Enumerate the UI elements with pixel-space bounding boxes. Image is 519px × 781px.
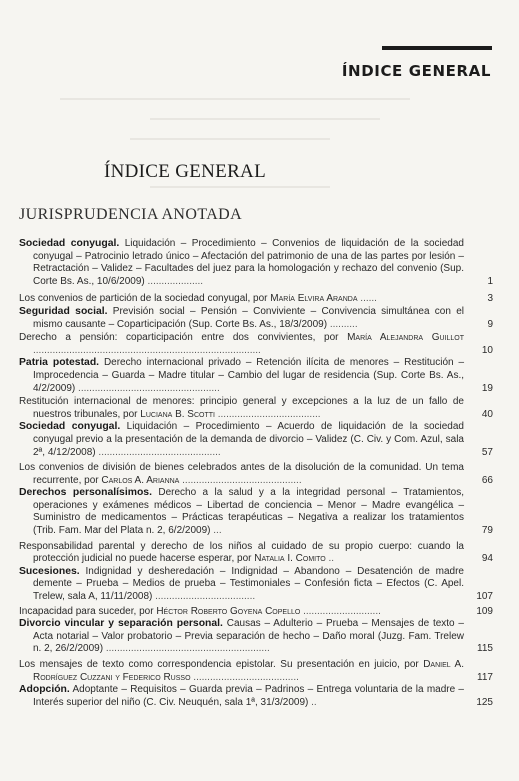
- bleed-through-line: [150, 186, 330, 188]
- leader-dots: ...: [210, 525, 222, 537]
- leader-dots: ......................................: [190, 671, 299, 683]
- entry-text: [19, 357, 467, 395]
- entry-keyword: Derechos personalísimos.: [19, 487, 152, 499]
- toc-entry: [19, 618, 493, 656]
- leader-dots: ..: [308, 696, 317, 708]
- page-number: 40: [481, 408, 493, 420]
- running-title: ÍNDICE GENERAL: [341, 62, 491, 80]
- entry-text: [19, 396, 467, 421]
- entry-keyword: Seguridad social.: [19, 305, 108, 317]
- leader-dots: ............................: [300, 605, 381, 617]
- toc-commentary-entry: [19, 541, 493, 566]
- entry-text: [19, 238, 467, 288]
- entry-description: Los mensajes de texto como correspondencia epistolar. Su presentación en juicio, por: [19, 659, 424, 670]
- entry-text: [19, 487, 467, 537]
- entry-author: María Elvira Aranda: [270, 293, 358, 305]
- entry-text: [19, 541, 467, 566]
- toc-commentary-entry: [19, 462, 493, 487]
- page-number: 109: [476, 605, 493, 617]
- entry-description: Liquidación – Procedimiento – Convenios de liquidación de la sociedad conyugal – Patrocinio letrado único – Afectación del patrimonio de una de las partes por lesión – Retractación – Validez – Facultades del juez para la homologación y rechazo del convenio (Sup. Corte Bs. As., 10/6/2009): [33, 238, 464, 287]
- entry-author: María Alejandra Guillot: [347, 332, 464, 344]
- entry-description: Causas – Adulterio – Prueba – Mensajes de texto – Acta notarial – Valor probatorio – Previa separación de hecho – Daño moral (Juzg. Fam. Trelew n. 2, 26/2/2009): [33, 618, 464, 655]
- entry-keyword: Patria potestad.: [19, 357, 100, 369]
- page-number: 10: [481, 344, 493, 356]
- entry-description: Restitución internacional de menores: principio general y excepciones a la luz de un fallo de nuestros tribunales, por: [19, 396, 464, 420]
- toc-entry: [19, 684, 493, 709]
- toc-entry: [19, 306, 493, 331]
- section-heading: JURISPRUDENCIA ANOTADA: [19, 206, 243, 223]
- leader-dots: ....................................: [152, 591, 256, 603]
- entry-text: [19, 618, 467, 656]
- entry-text: [19, 332, 467, 357]
- toc-entry: [19, 487, 493, 537]
- entry-keyword: Sociedad conyugal.: [19, 421, 121, 433]
- entry-text: [19, 659, 467, 684]
- toc-commentary-entry: [19, 293, 493, 306]
- toc-entry: [19, 357, 493, 395]
- entry-text: [19, 306, 467, 331]
- page-number: 115: [477, 643, 493, 655]
- leader-dots: ....................: [144, 275, 204, 287]
- entry-description: Incapacidad para suceder, por: [19, 605, 157, 617]
- leader-dots: ..: [325, 553, 335, 565]
- leader-dots: ...........................................................: [103, 643, 270, 655]
- bleed-through-line: [60, 98, 410, 100]
- toc-entry: [19, 421, 493, 459]
- page-title: ÍNDICE GENERAL: [104, 161, 266, 182]
- bleed-through-line: [130, 138, 330, 140]
- entry-author: Daniel A. Rodríguez Cuzzani y Federico Russo: [33, 659, 464, 683]
- page-number: 19: [481, 382, 493, 394]
- toc-commentary-entry: [19, 606, 493, 619]
- entry-author: Carlos A. Arianna: [101, 474, 180, 486]
- entry-description: Los convenios de partición de la sociedad conyugal, por: [19, 293, 271, 305]
- table-of-contents: [19, 238, 493, 709]
- entry-text: [19, 606, 467, 619]
- entry-text: [19, 462, 467, 487]
- entry-text: [19, 566, 467, 604]
- leader-dots: ............................................: [95, 446, 221, 458]
- page-number: 94: [481, 553, 493, 565]
- toc-commentary-entry: [19, 396, 493, 421]
- page-number: 57: [481, 446, 493, 458]
- leader-dots: ..........: [327, 318, 358, 330]
- toc-commentary-entry: [19, 659, 493, 684]
- page-number: 117: [477, 671, 493, 683]
- entry-text: [19, 293, 467, 306]
- leader-dots: ...................................................: [75, 382, 220, 394]
- entry-description: Indignidad y desheredación – Indignidad – Abandono – Desatención de madre demente – Prueba – Medios de prueba – Testimoniales – Confesión ficta – Efectos (C. Apel. Trelew, sala A, 11/11/2008): [33, 565, 464, 603]
- entry-description: Adoptante – Requisitos – Guarda previa – Padrinos – Entrega voluntaria de la madre – Interés superior del niño (C. Civ. Neuquén, sala 1ª, 31/3/2009): [33, 684, 464, 708]
- entry-description: Derecho a la salud y a la integridad personal – Tratamientos, operaciones y exámenes médicos – Libertad de conciencia – Menor – Madre evangélica – Suministro de medicamentos – Prácticas terapéuticas – Negativa a realizar los tratamientos (Trib. Fam. Mar del Plata n. 2, 6/2/2009): [33, 487, 464, 537]
- page-number: 66: [481, 474, 493, 486]
- entry-author: Luciana B. Scotti: [140, 408, 215, 420]
- bleed-through-line: [150, 118, 380, 120]
- page-number: 9: [487, 318, 493, 330]
- leader-dots: .....................................: [214, 408, 321, 420]
- leader-dots: ...........................................: [179, 474, 302, 486]
- page-number: 1: [487, 275, 493, 287]
- page-number: 125: [476, 696, 493, 708]
- entry-description: Responsabilidad parental y derecho de los niños al cuidado de su propio cuerpo: cuando la protección judicial no puede hacerse esperar, por: [19, 540, 464, 565]
- header-rule: [382, 46, 492, 50]
- toc-entry: [19, 238, 493, 288]
- entry-keyword: Adopción.: [19, 684, 70, 696]
- page-number: 107: [476, 591, 493, 603]
- entry-keyword: Sociedad conyugal.: [19, 238, 120, 249]
- page-number: 79: [481, 525, 493, 537]
- leader-dots: ..................................................................................: [33, 344, 261, 356]
- entry-text: [19, 421, 467, 459]
- entry-description: Liquidación – Procedimiento – Acuerdo de liquidación de la sociedad conyugal previo a la presentación de la demanda de divorcio – Validez (C. Civ. y Com. Azul, sala 2ª, 4/12/2008): [33, 421, 464, 458]
- toc-commentary-entry: [19, 332, 493, 357]
- toc-entry: [19, 566, 493, 604]
- entry-keyword: Divorcio vincular y separación personal.: [19, 618, 223, 630]
- entry-description: Los convenios de división de bienes celebrados antes de la disolución de la comunidad. Un tema recurrente, por: [19, 462, 464, 486]
- entry-author: Natalia I. Comito: [254, 553, 326, 565]
- page-number: 3: [487, 293, 493, 305]
- entry-author: Héctor Roberto Goyena Copello: [156, 605, 301, 617]
- entry-description: Derecho internacional privado – Retención ilícita de menores – Restitución – Improcedencia – Guarda – Madre titular – Cambio del lugar de residencia (Sup. Corte Bs. As., 4/2/2009): [33, 357, 465, 394]
- entry-text: [19, 684, 467, 709]
- entry-description: Derecho a pensión: coparticipación entre dos convivientes, por: [19, 332, 348, 344]
- leader-dots: ......: [357, 293, 377, 305]
- entry-description: Previsión social – Pensión – Conviviente – Convivencia simultánea con el mismo causante – Coparticipación (Sup. Corte Bs. As., 18/3/2009): [33, 305, 464, 330]
- entry-keyword: Sucesiones.: [19, 565, 80, 577]
